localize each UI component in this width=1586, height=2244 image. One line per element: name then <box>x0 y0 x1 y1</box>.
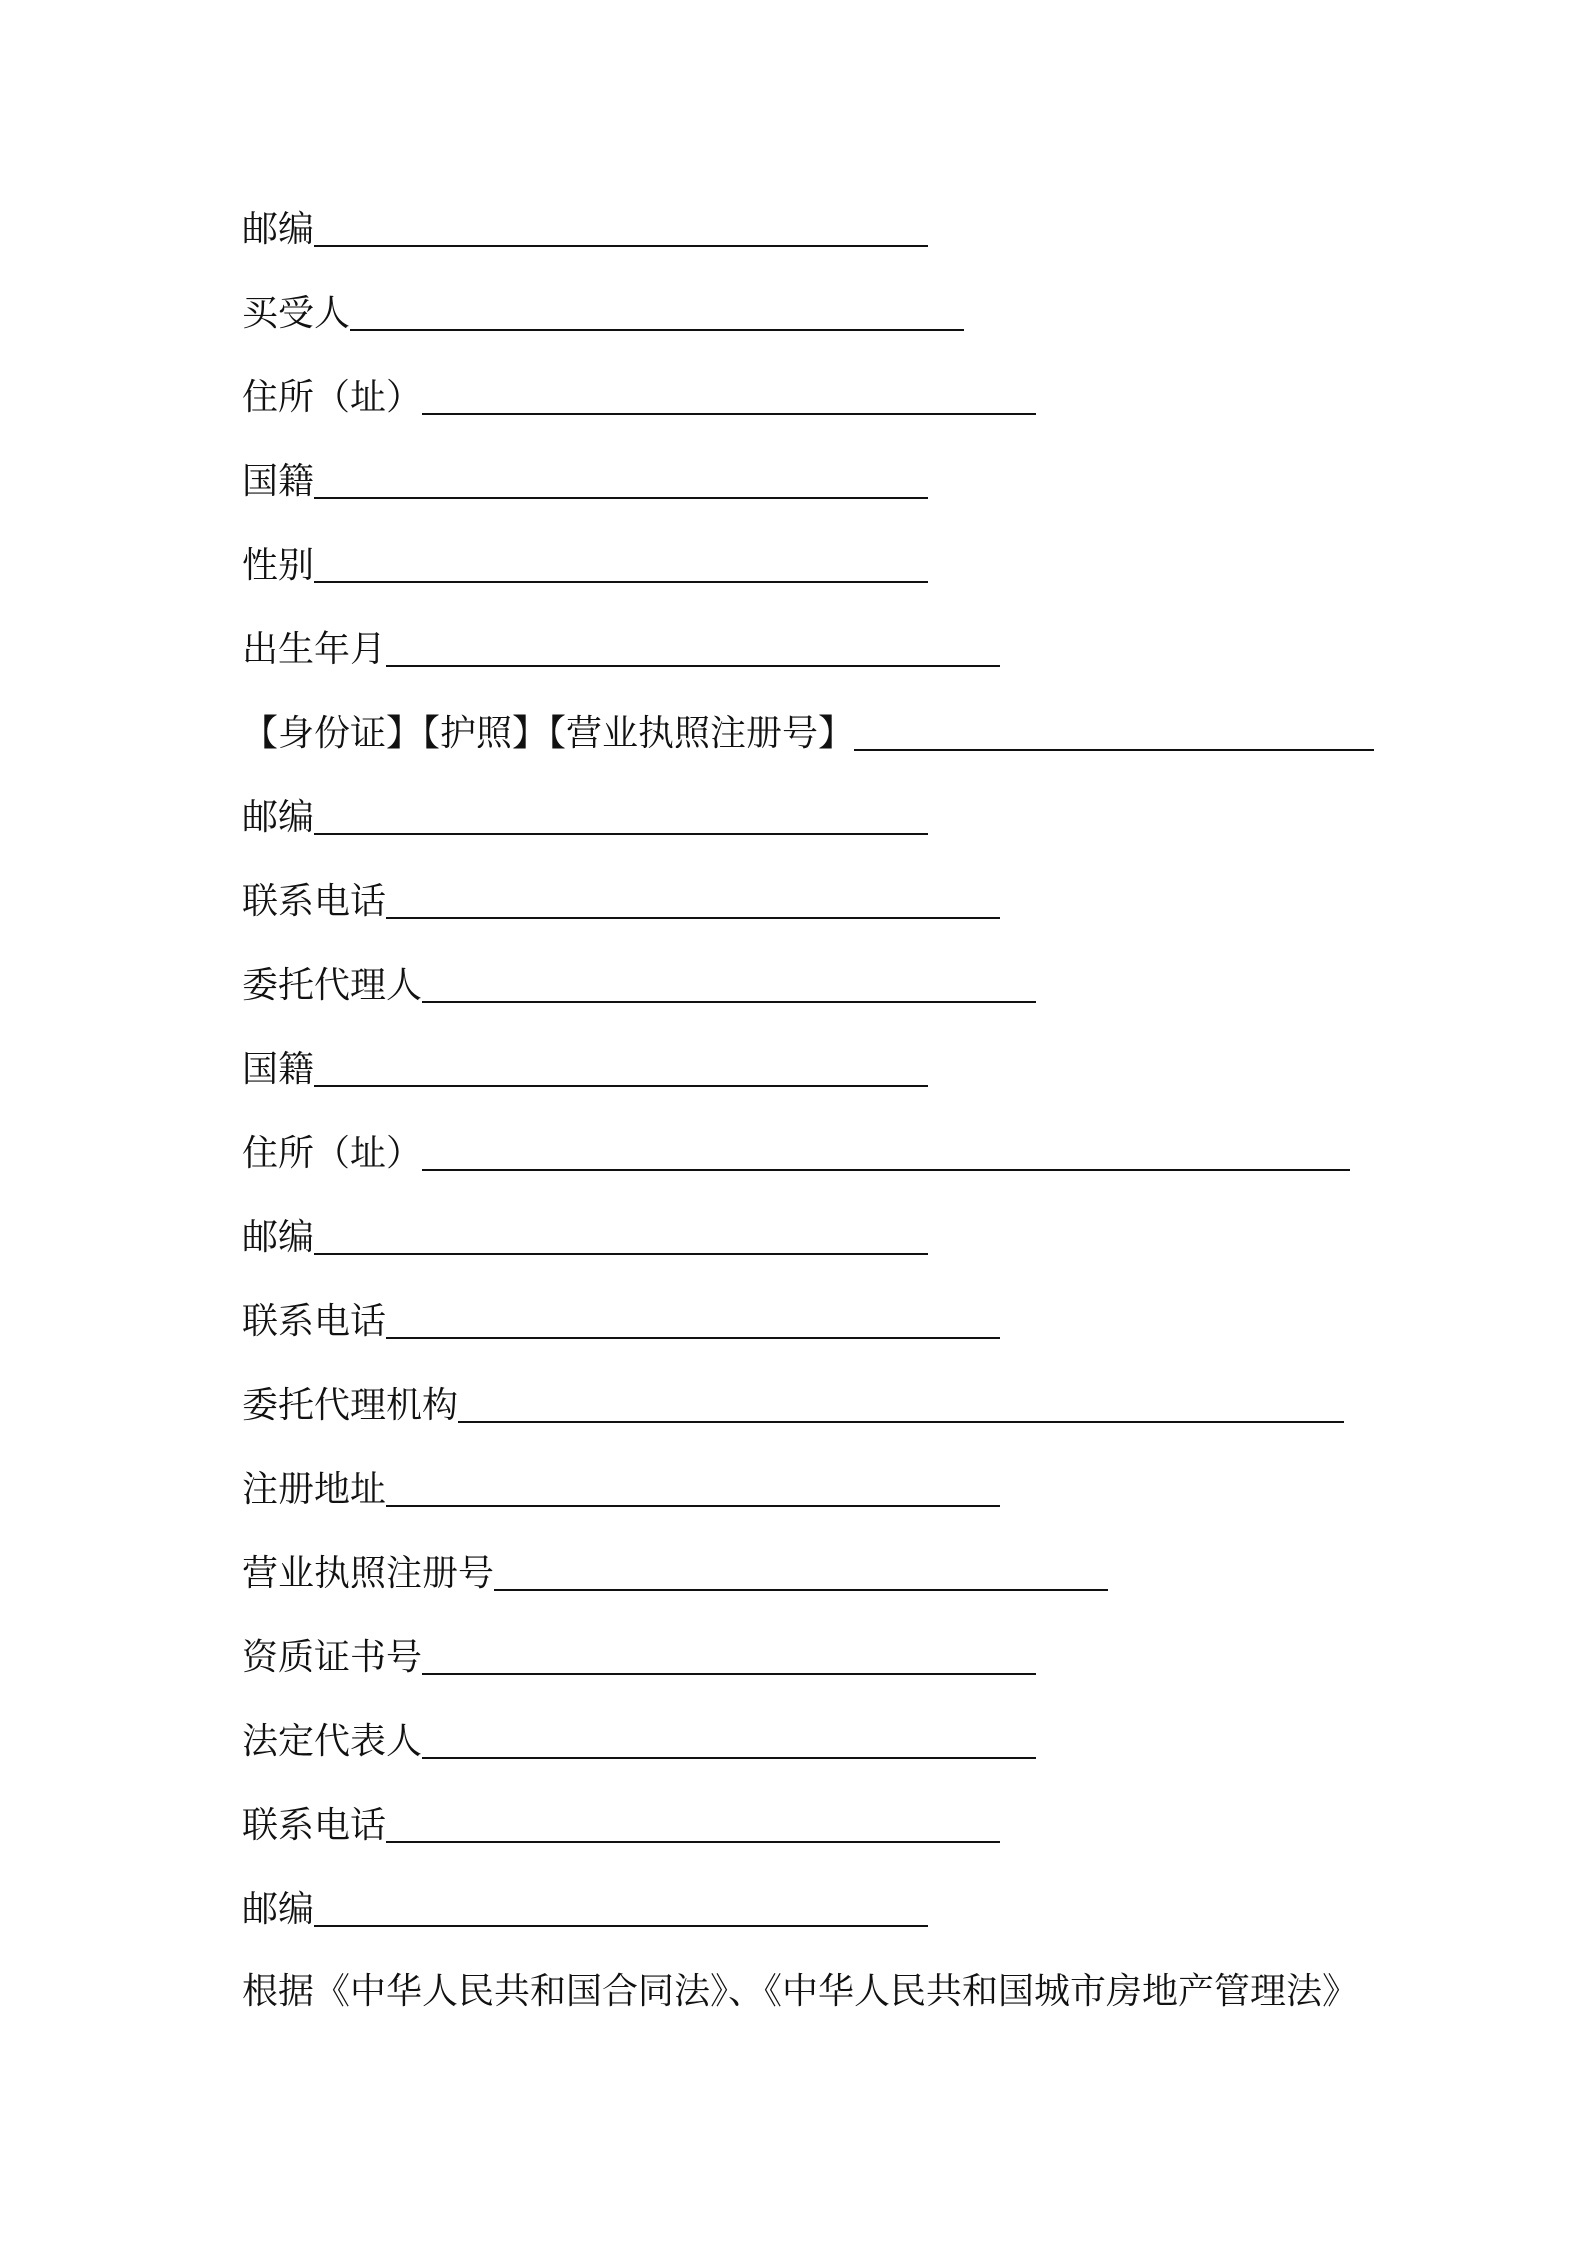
field-label: 住所（址） <box>242 1133 423 1174</box>
field-birth-date <box>242 622 1000 678</box>
field-address <box>242 1126 1350 1182</box>
field-label: 注册地址 <box>242 1469 387 1510</box>
field-registered-address <box>242 1462 1000 1518</box>
field-buyer <box>242 286 964 342</box>
fill-blank <box>314 202 928 258</box>
field-label: 资质证书号 <box>242 1637 423 1678</box>
fill-blank <box>314 790 928 846</box>
field-id-document <box>242 706 1374 762</box>
field-postcode <box>242 790 928 846</box>
fill-blank <box>314 1210 928 1266</box>
fill-blank <box>422 370 1036 426</box>
fill-blank <box>386 1294 1000 1350</box>
fill-blank <box>350 286 964 342</box>
field-label: 【身份证】【护照】【营业执照注册号】 <box>242 713 855 754</box>
fill-blank <box>422 1126 1350 1182</box>
field-qualification-cert <box>242 1630 1036 1686</box>
fill-blank <box>386 1798 1000 1854</box>
fill-blank <box>422 1714 1036 1770</box>
fill-blank <box>386 622 1000 678</box>
field-agency <box>242 1378 1344 1434</box>
field-legal-representative <box>242 1714 1036 1770</box>
field-label: 国籍 <box>242 461 315 502</box>
fill-blank <box>314 538 928 594</box>
field-label: 营业执照注册号 <box>242 1553 495 1594</box>
field-gender <box>242 538 928 594</box>
field-label: 国籍 <box>242 1049 315 1090</box>
field-label: 联系电话 <box>242 1301 387 1342</box>
fill-blank <box>422 958 1036 1014</box>
field-business-license <box>242 1546 1108 1602</box>
field-label: 委托代理机构 <box>242 1385 459 1426</box>
fill-blank <box>422 1630 1036 1686</box>
field-postcode <box>242 1210 928 1266</box>
field-agent <box>242 958 1036 1014</box>
fill-blank <box>854 706 1374 762</box>
field-label: 买受人 <box>242 293 351 334</box>
field-label: 法定代表人 <box>242 1721 423 1762</box>
field-label: 邮编 <box>242 1217 315 1258</box>
field-postcode <box>242 1882 928 1938</box>
field-label: 邮编 <box>242 209 315 250</box>
fill-blank <box>458 1378 1344 1434</box>
field-nationality <box>242 1042 928 1098</box>
field-label: 出生年月 <box>242 629 387 670</box>
field-label: 邮编 <box>242 1889 315 1930</box>
field-address <box>242 370 1036 426</box>
fill-blank <box>314 1882 928 1938</box>
field-label: 联系电话 <box>242 1805 387 1846</box>
fill-blank <box>386 874 1000 930</box>
field-label: 委托代理人 <box>242 965 423 1006</box>
field-phone <box>242 1294 1000 1350</box>
fill-blank <box>314 1042 928 1098</box>
fill-blank <box>494 1546 1108 1602</box>
field-phone <box>242 874 1000 930</box>
closing-paragraph: 根据《中华人民共和国合同法》、《中华人民共和国城市房地产管理法》 <box>242 1971 1359 2012</box>
field-label: 联系电话 <box>242 881 387 922</box>
field-label: 住所（址） <box>242 377 423 418</box>
field-postcode <box>242 202 928 258</box>
fill-blank <box>314 454 928 510</box>
field-label: 邮编 <box>242 797 315 838</box>
field-label: 性别 <box>242 545 315 586</box>
fill-blank <box>386 1462 1000 1518</box>
field-nationality <box>242 454 928 510</box>
field-phone <box>242 1798 1000 1854</box>
